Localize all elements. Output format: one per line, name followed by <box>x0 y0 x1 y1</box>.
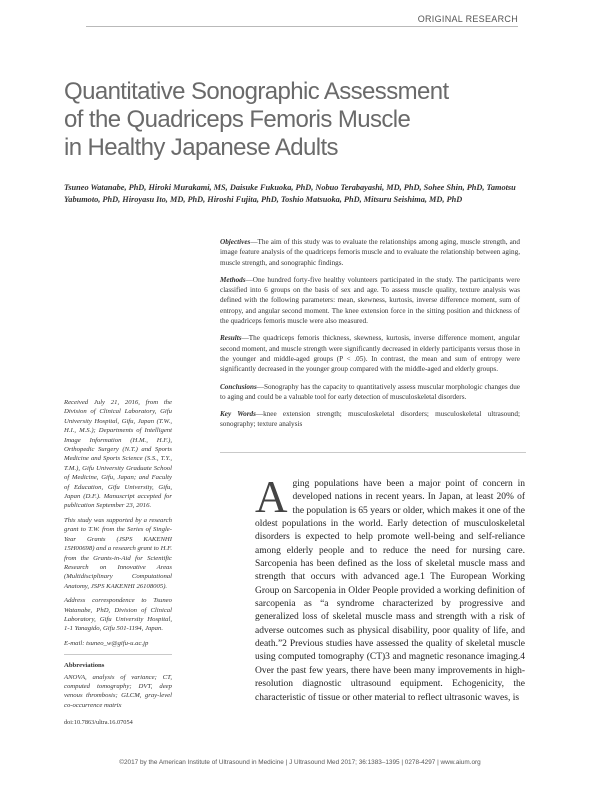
intro-paragraph: ging populations have been a major point of concern in developed nations in recent years. In Japan, at least 20% of the population is 65 years or older, which makes it one of the oldest populations in the world. Early detection of musculoskeletal disorders is expected to help promote well-being and self-reliance among elderly people and to reduce the need for nursing care. Sarcopenia has been defined as the loss of skeletal muscle mass and strength that occurs with advanced age.1 The European Working Group on Sarcopenia in Older People provided a working definition of sarcopenia as “a syndrome characterized by progressive and generalized loss of skeletal muscle mass and strength with a risk of adverse outcomes such as physical disability, poor quality of life, and death.”2 Previous studies have assessed the quality of skeletal muscle using computed tomography (CT)3 and magnetic resonance imaging.4 Over the past few years, there have been many improvements in high-resolution diagnostic ultrasound equipment. Echogenicity, the characteristic of tissue or other material to reflect ultrasonic waves, is <box>255 479 525 703</box>
abstract-objectives <box>220 237 520 268</box>
abbreviations-title: Abbreviations <box>64 662 105 670</box>
results-text: —The quadriceps femoris thickness, skewness, kurtosis, inverse difference moment, angular second moment, and muscle strength were significantly decreased in elderly participants versus those in the younger and middle-aged groups (P < .05). In contrast, the mean and sum of entropy were significantly decreased in the younger group compared with the middle-aged and elderly groups. <box>220 334 520 374</box>
keywords-label: Key Words <box>220 410 256 419</box>
title-line: Quantitative Sonographic Assessment <box>64 78 449 105</box>
abstract-results <box>220 333 520 374</box>
objectives-text: —The aim of this study was to evaluate the relationships among aging, muscle strength, and image feature analysis of the quadriceps femoris muscle and to evaluate the relationship between aging, muscle strength, and sonographic findings. <box>220 238 520 267</box>
doi: doi:10.7863/ultra.16.07054 <box>64 719 133 727</box>
objectives-label: Objectives <box>220 238 251 246</box>
author-list: Tsuneo Watanabe, PhD, Hiroki Murakami, MS, Daisuke Fukuoka, PhD, Nobuo Terabayashi, MD, PhD, Sohee Shin, PhD, Tamotsu Yabumoto, PhD, Hiroyasu Ito, MD, PhD, Hiroshi Fujita, PhD, Toshio Matsuoka, PhD, Mitsuru Seishima, MD, PhD <box>64 183 516 204</box>
title-line: of the Quadriceps Femoris Muscle <box>64 106 411 133</box>
conclusions-label: Conclusions <box>220 382 257 391</box>
header-rule <box>86 26 518 27</box>
body-text <box>255 472 525 705</box>
received-note: Received July 21, 2016, from the Division of Clinical Laboratory, Gifu University Hospital, Gifu, Japan (T.W., H.I., M.S.); Departments of Intelligent Image Information (H.M., H.F.), Orthopedic Surgery (N.T.) and Sports Medicine and Sports Science (S.S., T.Y., T.M.), Gifu University Graduate School of Medicine, Gifu, Japan; and Faculty of Education, Gifu University, Gifu, Japan (D.F.). Manuscript accepted for publication September 23, 2016. <box>64 399 172 510</box>
title-line: in Healthy Japanese Adults <box>64 134 338 161</box>
abstract <box>220 237 520 437</box>
results-label: Results <box>220 334 242 343</box>
methods-label: Methods <box>220 275 246 284</box>
abstract-keywords <box>220 409 520 430</box>
address-note: Address correspondence to Tsuneo Watanabe, PhD, Division of Clinical Laboratory, Gifu University Hospital, 1-1 Yanagido, Gifu 501-1194, Japan. <box>64 597 172 633</box>
keywords-text: —knee extension strength; musculoskeletal disorders; musculoskeletal ultrasound; sonography; texture analysis <box>220 410 520 429</box>
sidebar-divider <box>64 654 172 655</box>
article-sidebar <box>64 398 172 733</box>
email-note: E-mail: tsuneo_w@gifu-u.ac.jp <box>64 639 149 647</box>
abbreviations-text: ANOVA, analysis of variance; CT, computed tomography; DVT, deep venous thrombosis; GLCM, gray-level co-occurrence matrix <box>64 673 172 709</box>
conclusions-text: —Sonography has the capacity to quantitatively assess muscular morphologic changes due to aging and could be a valuable tool for early detection of musculoskeletal disorders. <box>220 382 520 401</box>
section-label: ORIGINAL RESEARCH <box>417 14 518 24</box>
drop-cap: A <box>255 472 288 522</box>
abstract-methods <box>220 275 520 326</box>
page-header <box>0 0 600 30</box>
article-title <box>64 78 534 162</box>
abstract-divider <box>220 452 526 453</box>
page-footer: ©2017 by the American Institute of Ultrasound in Medicine | J Ultrasound Med 2017; 36:1383–1395 | 0278-4297 | www.aium.org <box>119 759 481 766</box>
abstract-conclusions <box>220 382 520 403</box>
methods-text: —One hundred forty-five healthy volunteers participated in the study. The participants were classified into 6 groups on the basis of sex and age. To assess muscle quality, texture analysis was defined with the following parameters: mean, skewness, kurtosis, inverse difference moment, sum of entropy, and angular second moment. The knee extension force in the sitting position and thickness of the quadriceps femoris muscle were also measured. <box>220 275 520 326</box>
support-note: This study was supported by a research grant to T.W. from the Series of Single-Year Grants (JSPS KAKENHI 15H00698) and a research grant to H.F. from the Grants-in-Aid for Scientific Research on Innovative Areas (Multidisciplinary Computational Anatomy, JSPS KAKENHI 26108005). <box>64 516 172 590</box>
